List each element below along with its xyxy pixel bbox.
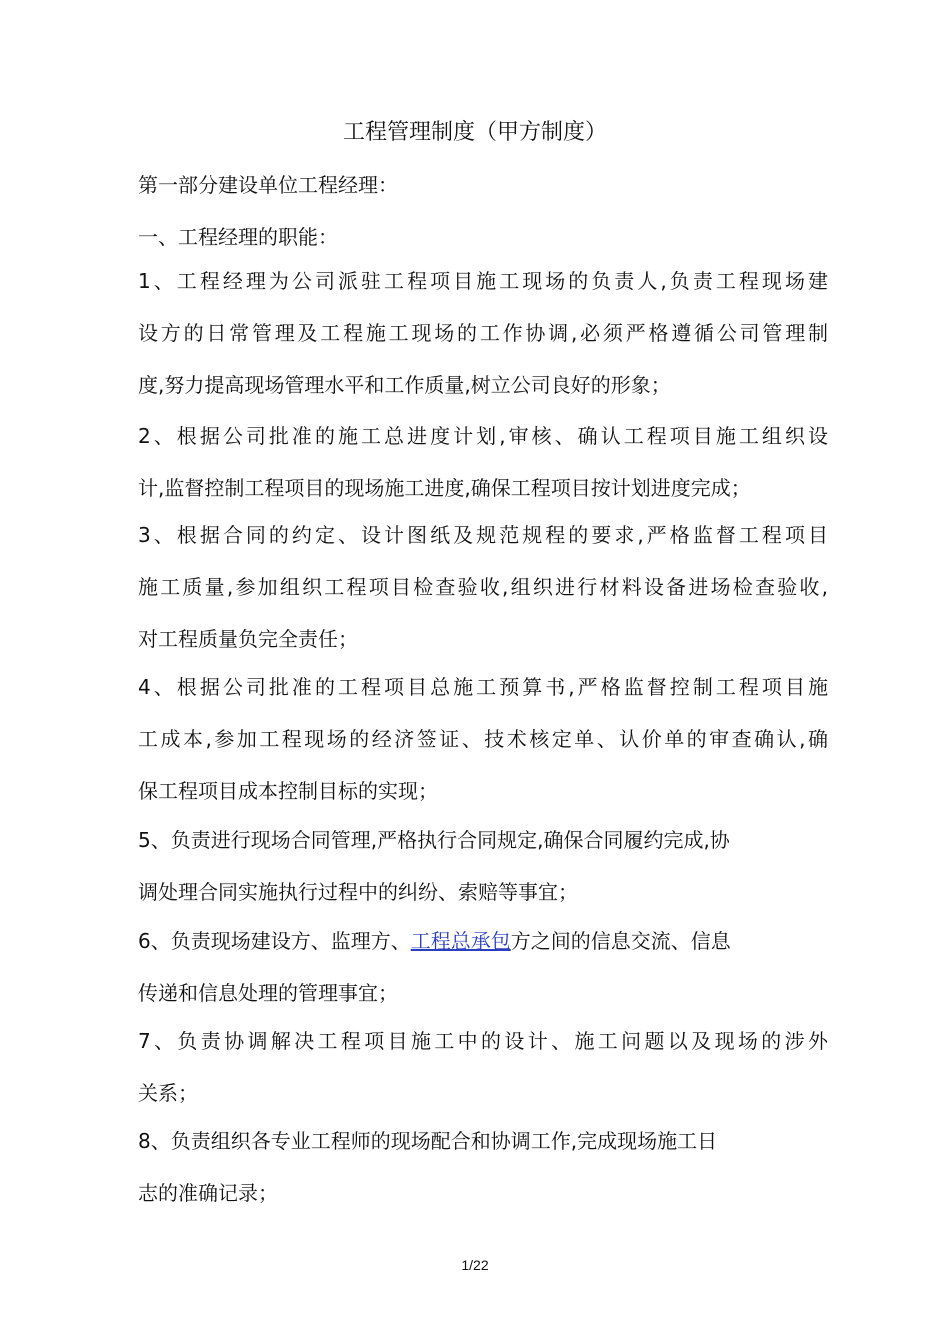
item-line: 8、负责组织各专业工程师的现场配合和协调工作,完成现场施工日 [138,1129,718,1153]
item-line: 5、负责进行现场合同管理,严格执行合同规定,确保合同履约完成,协 [138,828,730,852]
item-line: 计,监督控制工程项目的现场施工进度,确保工程项目按计划进度完成； [138,476,751,500]
item-line: 1、工程经理为公司派驻工程项目施工现场的负责人,负责工程现场建 [138,269,828,293]
item-1 [138,255,828,411]
section-heading: 第一部分建设单位工程经理： [138,173,398,197]
item-text: 6、负责现场建设方、监理方、 [138,929,411,953]
item-6 [138,915,828,1019]
subsection-heading: 一、工程经理的职能： [138,225,338,249]
item-2 [138,410,828,514]
item-line: 施工质量,参加组织工程项目检查验收,组织进行材料设备进场检查验收, [138,575,828,599]
item-line: 关系； [138,1081,198,1105]
item-line: 志的准确记录； [138,1181,278,1205]
page-number: 1/22 [461,1257,489,1273]
item-line: 设方的日常管理及工程施工现场的工作协调,必须严格遵循公司管理制 [138,321,828,345]
item-line: 3、根据合同的约定、设计图纸及规范规程的要求,严格监督工程项目 [138,523,828,547]
item-3 [138,509,828,665]
item-line: 4、根据公司批准的工程项目总施工预算书,严格监督控制工程项目施 [138,675,828,699]
section-heading-block [138,159,828,263]
item-line [138,915,828,967]
item-line: 度,努力提高现场管理水平和工作质量,树立公司良好的形象； [138,373,671,397]
document-title: 工程管理制度（甲方制度） [342,120,607,145]
item-line: 保工程项目成本控制目标的实现； [138,779,438,803]
item-7 [138,1015,828,1119]
item-8 [138,1115,828,1219]
item-4 [138,661,828,817]
general-contractor-link[interactable]: 工程总承包 [410,929,511,953]
item-text: 方之间的信息交流、信息 [510,929,731,953]
item-line: 工成本,参加工程现场的经济签证、技术核定单、认价单的审查确认,确 [138,727,828,751]
item-line: 对工程质量负完全责任； [138,627,358,651]
item-line: 调处理合同实施执行过程中的纠纷、索赔等事宜； [138,880,578,904]
item-line: 2、根据公司批准的施工总进度计划,审核、确认工程项目施工组织设 [138,424,828,448]
item-5 [138,814,828,918]
item-line: 7、负责协调解决工程项目施工中的设计、施工问题以及现场的涉外 [138,1029,828,1053]
item-line: 传递和信息处理的管理事宜； [138,981,398,1005]
